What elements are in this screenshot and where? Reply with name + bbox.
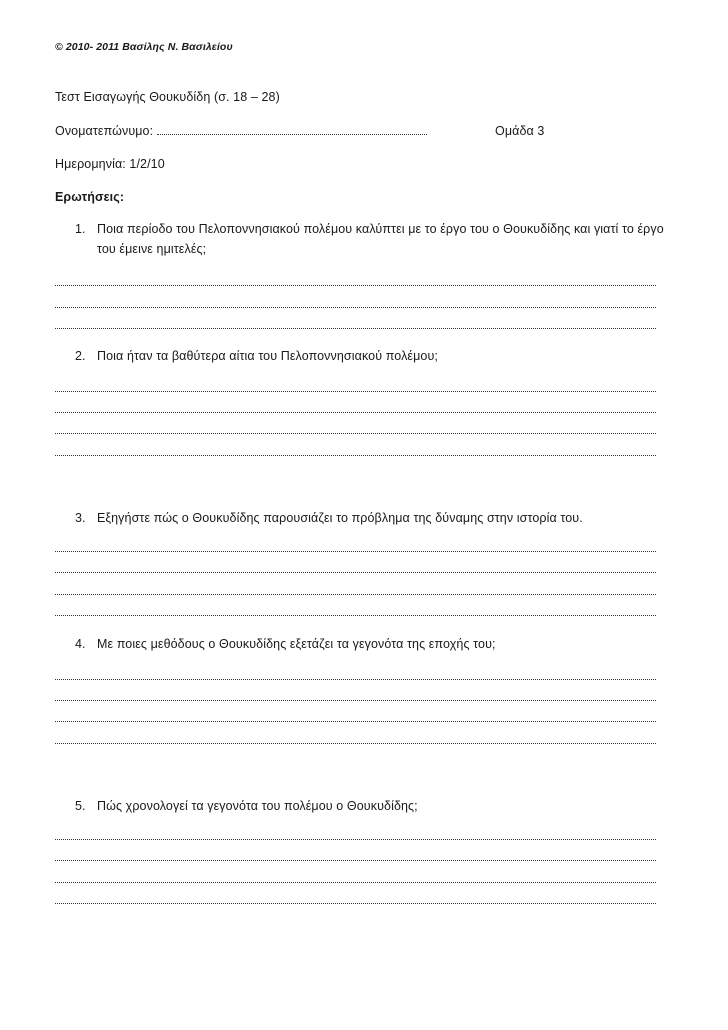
answer-line[interactable] <box>55 679 656 680</box>
answer-line[interactable] <box>55 285 656 286</box>
answer-line[interactable] <box>55 615 656 616</box>
question-number: 2. <box>75 349 86 363</box>
question-3 <box>75 508 675 528</box>
answer-line[interactable] <box>55 551 656 552</box>
group-label: Ομάδα 3 <box>495 124 545 138</box>
question-5 <box>75 796 675 816</box>
answer-line[interactable] <box>55 455 656 456</box>
answer-line[interactable] <box>55 433 656 434</box>
question-number: 1. <box>75 222 86 236</box>
name-label: Ονοματεπώνυμο: <box>55 124 154 138</box>
question-2 <box>75 346 675 366</box>
question-text: Εξηγήστε πώς ο Θουκυδίδης παρουσιάζει το πρόβλημα της δύναμης στην ιστορία του. <box>97 511 583 525</box>
answer-line[interactable] <box>55 572 656 573</box>
answer-line[interactable] <box>55 743 656 744</box>
answer-line[interactable] <box>55 903 656 904</box>
question-number: 4. <box>75 637 86 651</box>
answer-line[interactable] <box>55 721 656 722</box>
answer-line[interactable] <box>55 700 656 701</box>
question-number: 3. <box>75 511 86 525</box>
answer-line[interactable] <box>55 882 656 883</box>
name-input-line[interactable] <box>157 126 427 135</box>
answer-line[interactable] <box>55 594 656 595</box>
questions-heading: Ερωτήσεις: <box>55 190 125 204</box>
question-text: Με ποιες μεθόδους ο Θουκυδίδης εξετάζει τα γεγονότα της εποχής του; <box>97 637 496 651</box>
test-title: Τεστ Εισαγωγής Θουκυδίδη (σ. 18 – 28) <box>55 90 280 104</box>
question-text: Ποια ήταν τα βαθύτερα αίτια του Πελοποννησιακού πολέμου; <box>97 349 438 363</box>
answer-line[interactable] <box>55 839 656 840</box>
answer-line[interactable] <box>55 391 656 392</box>
question-number: 5. <box>75 799 86 813</box>
answer-line[interactable] <box>55 307 656 308</box>
copyright-notice: © 2010- 2011 Βασίλης Ν. Βασιλείου <box>55 41 233 53</box>
answer-line[interactable] <box>55 860 656 861</box>
name-field-row <box>55 124 427 138</box>
date-label: Ημερομηνία: 1/2/10 <box>55 157 165 171</box>
question-1 <box>75 219 675 259</box>
answer-line[interactable] <box>55 328 656 329</box>
question-4 <box>75 634 675 654</box>
question-text: Ποια περίοδο του Πελοποννησιακού πολέμου καλύπτει με το έργο του ο Θουκυδίδης και γιατί το έργο του έμεινε ημιτελές; <box>97 222 664 256</box>
question-text: Πώς χρονολογεί τα γεγονότα του πολέμου ο Θουκυδίδης; <box>97 799 418 813</box>
answer-line[interactable] <box>55 412 656 413</box>
